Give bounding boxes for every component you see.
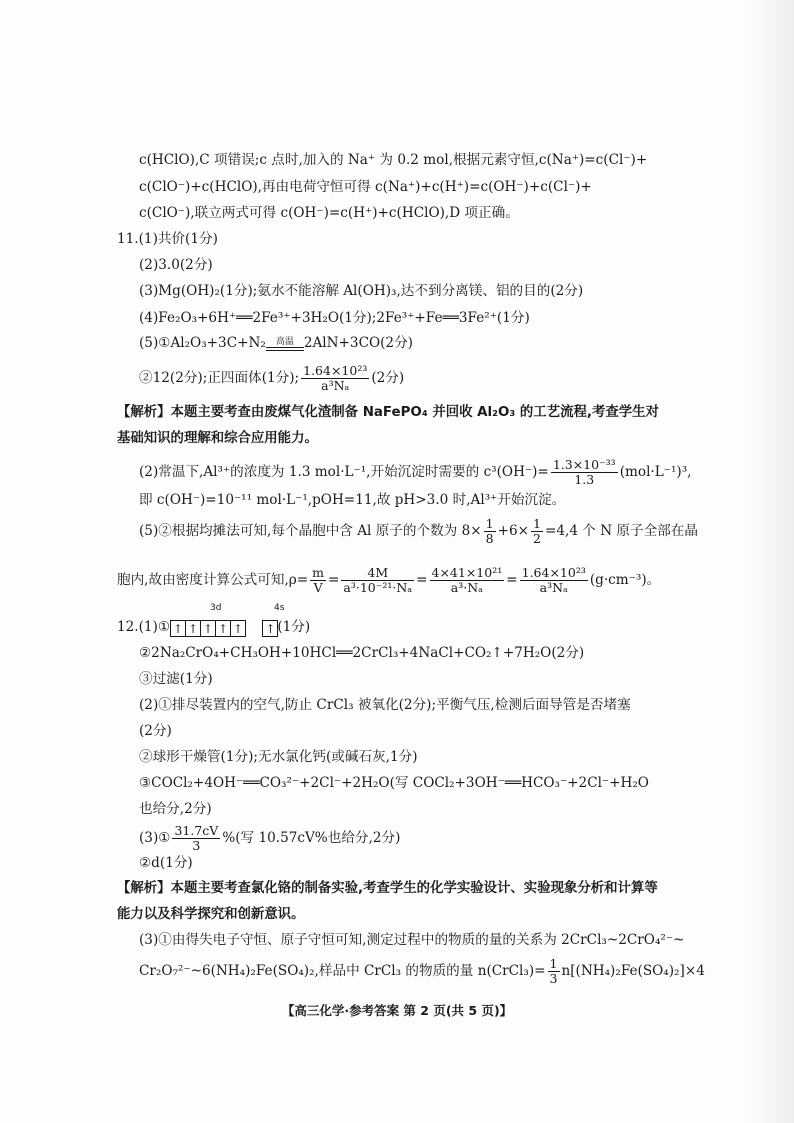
q12-part1-3: ③过滤(1分) — [139, 671, 213, 687]
numerator: 1.64×10²³ — [521, 565, 586, 580]
fraction — [341, 566, 414, 595]
condition-label: 高温 — [275, 336, 294, 347]
numerator: 1.64×10²³ — [303, 363, 368, 378]
analysis-text: Cr₂O₇²⁻~6(NH₄)₂Fe(SO₄)₂,样品中 CrCl₃ 的物质的量 n(CrCl₃)= — [139, 963, 546, 979]
fraction — [531, 517, 543, 546]
numerator: 4×41×10²¹ — [431, 565, 503, 580]
q11-part2: (2)3.0(2分) — [139, 257, 213, 273]
analysis-11-line — [139, 458, 691, 487]
numerator: 31.7cV — [174, 823, 219, 838]
fraction — [430, 566, 505, 595]
q11-part5 — [139, 333, 413, 353]
score: (2分) — [371, 370, 405, 386]
numerator: 4M — [341, 566, 414, 581]
answer-text: (3)① — [139, 830, 171, 846]
denominator: a³Nₐ — [321, 378, 350, 393]
fraction — [172, 824, 220, 853]
analysis-12-heading: 【解析】本题主要考查氯化铬的制备实验,考查学生的化学实验设计、实验现象分析和计算等 — [117, 881, 658, 896]
q12-part3-2: ②d(1分) — [139, 855, 193, 871]
page-footer: 【高三化学·参考答案 第 2 页(共 5 页)】 — [281, 1003, 513, 1018]
analysis-text: +6× — [497, 523, 530, 539]
analysis-text: =4,4 个 N 原子全部在晶 — [544, 523, 698, 539]
denominator: 3 — [549, 971, 558, 986]
fraction — [551, 458, 618, 487]
analysis-11-heading-cont: 基础知识的理解和综合应用能力。 — [117, 431, 318, 446]
numerator: m — [312, 565, 325, 580]
denominator: a³·10⁻²¹·Nₐ — [343, 580, 413, 595]
fraction — [520, 566, 588, 595]
analysis-12-line: (3)①由得失电子守恒、原子守恒可知,测定过程中的物质的量的关系为 2CrCl₃~2CrO₄²⁻~ — [139, 932, 685, 948]
orbital-label-3d: 3d — [210, 603, 222, 613]
denominator: 8 — [485, 531, 494, 546]
q12-part2-2: ②球形干燥管(1分);无水氯化钙(或碱石灰,1分) — [139, 749, 418, 765]
numerator: 1 — [533, 516, 541, 531]
text-line: c(HClO),C 项错误;c 点时,加入的 Na⁺ 为 0.2 mol,根据元素守恒,c(Na⁺)=c(Cl⁻)+ — [139, 152, 648, 168]
q12-part1-2: ②2Na₂CrO₄+CH₃OH+10HCl══2CrCl₃+4NaCl+CO₂↑+7H₂O(2分) — [139, 645, 585, 661]
answer-text: ②12(2分);正四面体(1分); — [139, 370, 300, 386]
orbital-label-4s: 4s — [274, 603, 285, 613]
q12-part2-3-cont: 也给分,2分) — [139, 801, 212, 817]
analysis-11-line: 胞内,故由密度计算公式可知,ρ= $\frac{m}{V}$ = $\frac{4M}{\text{a³·10⁻²¹·Nₐ}}$ = $\frac{\text{4×41×10²¹}}{\text{a³·Nₐ}}$ = $\frac{\text{1.64×10²³}}{\text{a³Nₐ}}$ (g·cm⁻³)。 — [117, 565, 661, 595]
analysis-text: n[(NH₄)₂Fe(SO₄)₂]×4 — [561, 963, 705, 979]
orbital-box: ↑ — [230, 620, 246, 637]
q12-part1 — [117, 617, 310, 638]
denominator: 2 — [533, 531, 541, 546]
q12-part2: (2)①排尽装置内的空气,防止 CrCl₃ 被氧化(2分);平衡气压,检测后面导管是否堵塞 — [139, 697, 631, 713]
analysis-11-heading: 【解析】本题主要考查由废煤气化渣制备 NaFePO₄ 并回收 Al₂O₃ 的工艺流程,考查学生对 — [117, 405, 659, 420]
orbital-box: ↑ — [262, 620, 278, 637]
analysis-text: (g·cm⁻³)。 — [589, 572, 661, 588]
reaction-condition — [266, 337, 304, 351]
denominator: V — [313, 580, 323, 595]
text-line: c(ClO⁻),联立两式可得 c(OH⁻)=c(H⁺)+c(HClO),D 项正确。 — [139, 205, 519, 221]
denominator: 3 — [192, 838, 201, 853]
q11-part5-2 — [139, 364, 404, 393]
analysis-12-heading-cont: 能力以及科学探究和创新意识。 — [117, 907, 305, 922]
q11-part1: 11.(1)共价(1分) — [117, 231, 218, 247]
orbital-3d — [170, 618, 245, 638]
analysis-text: (mol·L⁻¹)³, — [619, 464, 692, 480]
q11-part3: (3)Mg(OH)₂(1分);氨水不能溶解 Al(OH)₃,达不到分离镁、铝的目的(2分) — [139, 283, 584, 299]
orbital-4s — [262, 618, 277, 638]
orbital-box: ↑ — [170, 620, 186, 637]
question-number: 12.(1)① — [117, 619, 171, 635]
orbital-box: ↑ — [200, 620, 216, 637]
fraction — [310, 566, 326, 595]
answer-text: %(写 10.57cV%也给分,2分) — [222, 830, 401, 846]
score: (1分) — [277, 619, 311, 635]
numerator: 1.3×10⁻³³ — [552, 457, 616, 472]
denominator: a³·Nₐ — [450, 580, 483, 595]
denominator: a³Nₐ — [539, 580, 568, 595]
fraction — [548, 957, 560, 986]
q11-part4: (4)Fe₂O₃+6H⁺══2Fe³⁺+3H₂O(1分);2Fe³⁺+Fe══3Fe²⁺(1分) — [139, 310, 530, 326]
denominator: 1.3 — [574, 472, 595, 487]
q12-part2-cont: (2分) — [139, 723, 172, 739]
q12-part2-3: ③COCl₂+4OH⁻══CO₃²⁻+2Cl⁻+2H₂O(写 COCl₂+3OH⁻══HCO₃⁻+2Cl⁻+H₂O — [139, 775, 649, 791]
equation-right: 2AlN+3CO(2分) — [303, 335, 413, 351]
analysis-11-line: 即 c(OH⁻)=10⁻¹¹ mol·L⁻¹,pOH=11,故 pH>3.0 时,Al³⁺开始沉淀。 — [139, 492, 566, 508]
numerator: 1 — [549, 956, 558, 971]
analysis-11-line — [139, 517, 698, 546]
fraction — [484, 517, 496, 546]
analysis-12-line — [139, 957, 705, 986]
analysis-text: (5)②根据均摊法可知,每个晶胞中含 Al 原子的个数为 8× — [139, 523, 482, 539]
fraction — [301, 364, 369, 393]
analysis-text: 胞内,故由密度计算公式可知,ρ= — [117, 572, 309, 588]
analysis-text: (2)常温下,Al³⁺的浓度为 1.3 mol·L⁻¹,开始沉淀时需要的 c³(OH⁻)= — [139, 464, 549, 480]
numerator: 1 — [485, 516, 494, 531]
text-line: c(ClO⁻)+c(HClO),再由电荷守恒可得 c(Na⁺)+c(H⁺)=c(OH⁻)+c(Cl⁻)+ — [139, 179, 592, 195]
q12-part3 — [139, 824, 400, 853]
orbital-box: ↑ — [215, 620, 231, 637]
scan-edge-shadow — [742, 0, 794, 1123]
orbital-box: ↑ — [185, 620, 201, 637]
equation-left: (5)①Al₂O₃+3C+N₂ — [139, 335, 266, 351]
